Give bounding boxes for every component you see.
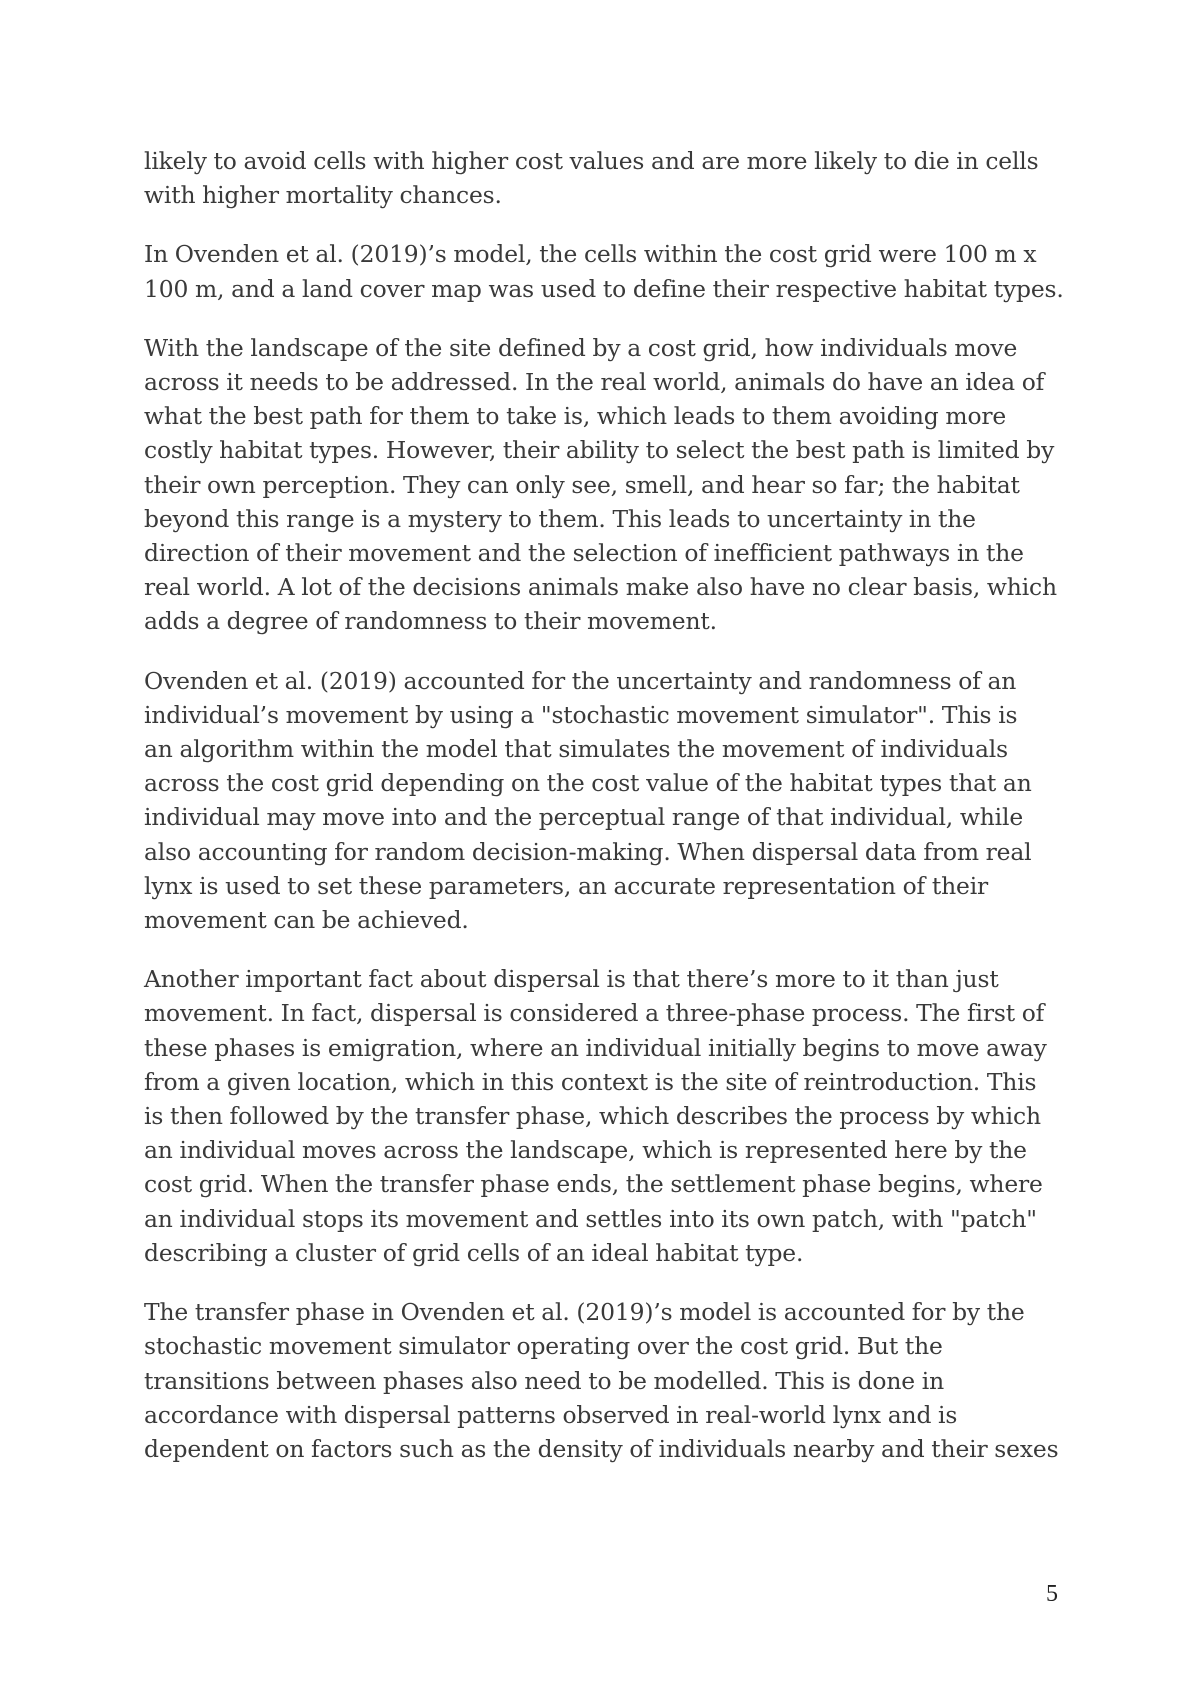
paragraph-6 — [144, 1295, 1059, 1466]
text-line: cost grid. When the transfer phase ends, the settlement phase begins, where — [144, 1170, 1043, 1199]
text-line: The transfer phase in Ovenden et al. (2019)’s model is accounted for by the — [144, 1298, 1025, 1327]
text-line: With the landscape of the site defined by a cost grid, how individuals move — [144, 333, 1018, 362]
text-line: an individual moves across the landscape, which is represented here by the — [144, 1136, 1027, 1165]
page-number: 5 — [1046, 1581, 1058, 1607]
text-line: 100 m, and a land cover map was used to define their respective habitat types. — [144, 274, 1064, 303]
text-line: movement can be achieved. — [144, 906, 469, 935]
paragraph-5 — [144, 962, 1049, 1270]
text-line: describing a cluster of grid cells of an ideal habitat type. — [144, 1238, 804, 1267]
text-line: their own perception. They can only see, smell, and hear so far; the habitat — [144, 470, 1020, 499]
paragraph-4 — [144, 664, 1049, 938]
text-line: accordance with dispersal patterns observed in real-world lynx and is — [144, 1400, 958, 1429]
text-line: dependent on factors such as the density of individuals nearby and their sexes — [144, 1434, 1059, 1463]
paragraph-1 — [144, 144, 1049, 212]
text-line: costly habitat types. However, their ability to select the best path is limited by — [144, 436, 1055, 465]
text-line: across the cost grid depending on the cost value of the habitat types that an — [144, 769, 1032, 798]
text-line: transitions between phases also need to be modelled. This is done in — [144, 1366, 944, 1395]
text-line: direction of their movement and the selection of inefficient pathways in the — [144, 539, 1024, 568]
text-line: movement. In fact, dispersal is considered a three-phase process. The first of — [144, 999, 1045, 1028]
text-line: likely to avoid cells with higher cost values and are more likely to die in cells — [144, 147, 1039, 175]
text-line: what the best path for them to take is, which leads to them avoiding more — [144, 402, 1007, 431]
text-line: real world. A lot of the decisions animals make also have no clear basis, which — [144, 573, 1057, 602]
text-line: with higher mortality chances. — [144, 181, 502, 210]
text-line: across it needs to be addressed. In the real world, animals do have an idea of — [144, 368, 1045, 397]
text-line: beyond this range is a mystery to them. This leads to uncertainty in the — [144, 504, 976, 533]
text-line: stochastic movement simulator operating over the cost grid. But the — [144, 1332, 943, 1361]
text-line: individual may move into and the perceptual range of that individual, while — [144, 803, 1024, 832]
text-line: individual’s movement by using a "stochastic movement simulator". This is — [144, 700, 1018, 729]
body-text — [144, 144, 1064, 1491]
text-line: an algorithm within the model that simulates the movement of individuals — [144, 735, 1008, 764]
text-line: lynx is used to set these parameters, an accurate representation of their — [144, 871, 989, 900]
text-line: an individual stops its movement and settles into its own patch, with "patch" — [144, 1204, 1037, 1233]
text-line: these phases is emigration, where an individual initially begins to move away — [144, 1033, 1047, 1062]
paragraph-2 — [144, 237, 1064, 305]
text-line: from a given location, which in this context is the site of reintroduction. This — [144, 1067, 1037, 1096]
paragraph-3 — [144, 331, 1057, 639]
text-line: is then followed by the transfer phase, which describes the process by which — [144, 1102, 1041, 1131]
text-line: also accounting for random decision-making. When dispersal data from real — [144, 837, 1032, 866]
text-line: Ovenden et al. (2019) accounted for the uncertainty and randomness of an — [144, 666, 1017, 695]
text-line: Another important fact about dispersal is that there’s more to it than just — [144, 965, 999, 994]
text-line: In Ovenden et al. (2019)’s model, the cells within the cost grid were 100 m x — [144, 240, 1037, 269]
text-line: adds a degree of randomness to their movement. — [144, 607, 717, 636]
